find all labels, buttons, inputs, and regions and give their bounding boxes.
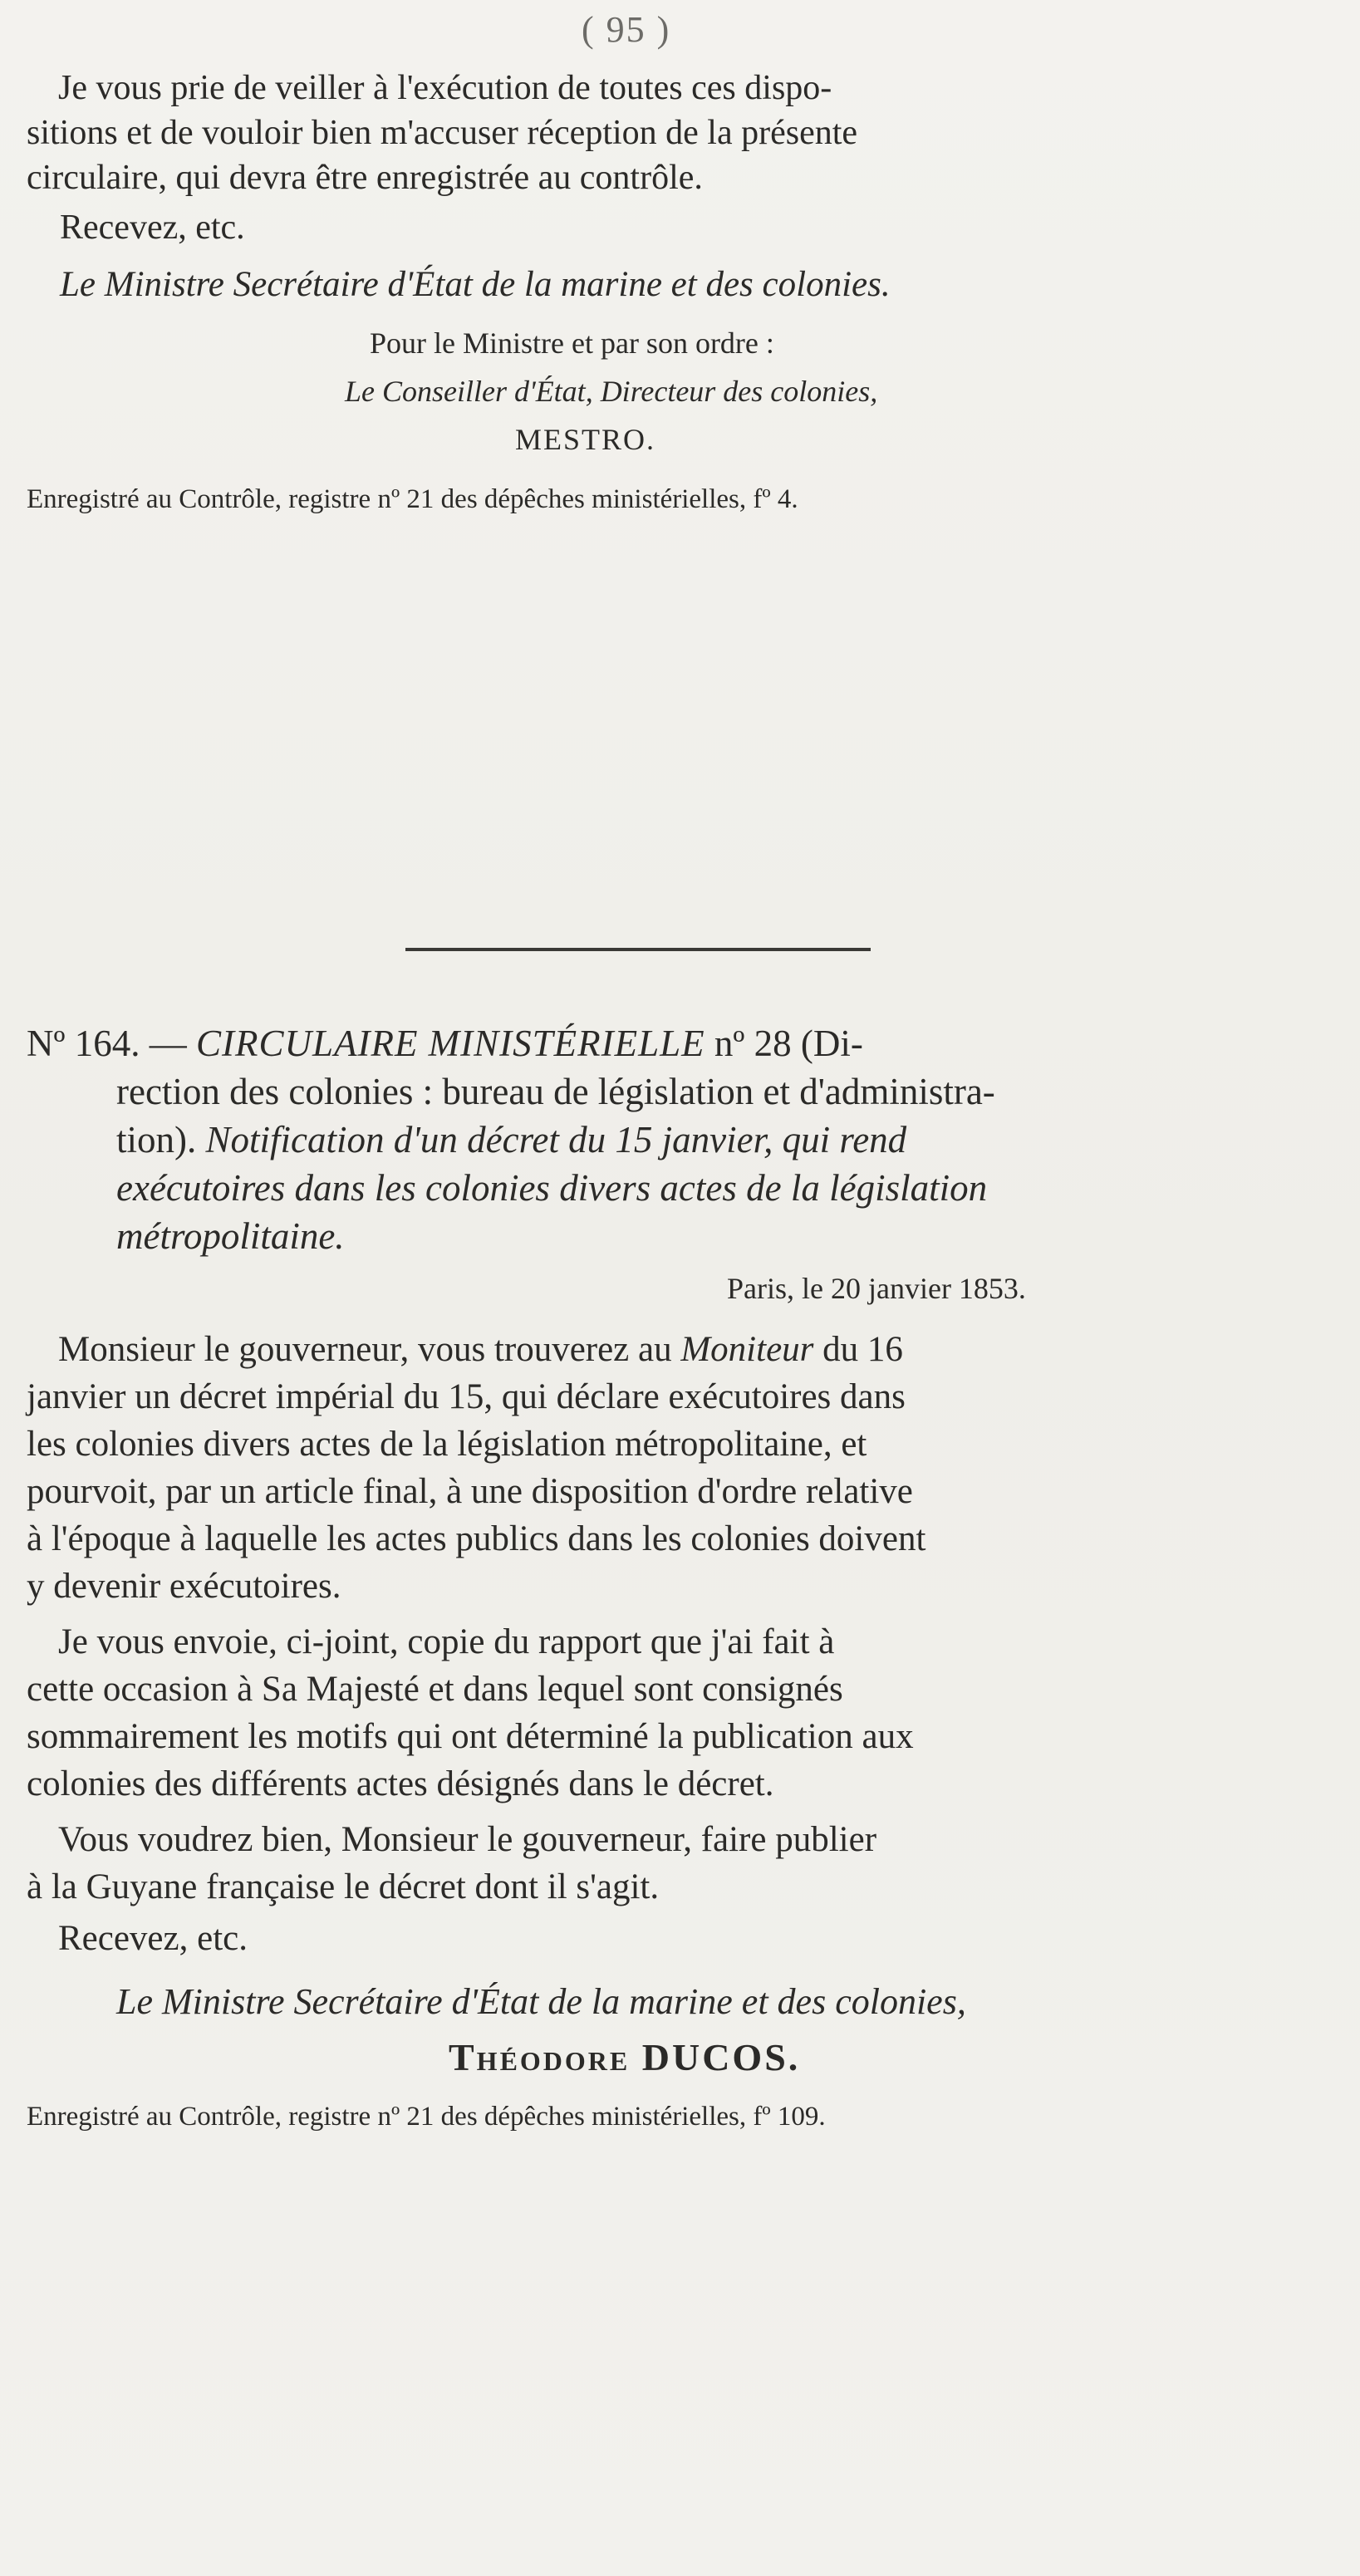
text-line: y devenir exécutoires. bbox=[27, 1567, 341, 1606]
text-line: pourvoit, par un article final, à une disposition d'ordre relative bbox=[27, 1472, 913, 1511]
by-order-line: Pour le Ministre et par son ordre : bbox=[370, 326, 774, 360]
circular-title: CIRCULAIRE MINISTÉRIELLE bbox=[195, 1023, 705, 1064]
text-line: janvier un décret impérial du 15, qui déclare exécutoires dans bbox=[27, 1377, 906, 1416]
counselor-line: Le Conseiller d'État, Directeur des colonies, bbox=[345, 375, 878, 408]
circular-heading-line-1 bbox=[27, 1022, 863, 1065]
text-line: les colonies divers actes de la législation métropolitaine, et bbox=[27, 1425, 867, 1464]
circular-number: Nº 164. — bbox=[27, 1023, 187, 1064]
circular-heading-line-3 bbox=[116, 1118, 906, 1161]
text-line: sitions et de vouloir bien m'accuser réception de la présente bbox=[27, 114, 858, 152]
text-span: tion). bbox=[116, 1119, 197, 1160]
text-line: à l'époque à laquelle les actes publics dans les colonies doivent bbox=[27, 1519, 926, 1558]
text-line: colonies des différents actes désignés dans le décret. bbox=[27, 1764, 774, 1803]
signer-name: Théodore DUCOS. bbox=[449, 2036, 801, 2078]
text-line: Vous voudrez bien, Monsieur le gouverneur, faire publier bbox=[58, 1820, 877, 1859]
circular-date: Paris, le 20 janvier 1853. bbox=[727, 1272, 1026, 1305]
registration-note: Enregistré au Contrôle, registre nº 21 des dépêches ministérielles, fº 109. bbox=[27, 2102, 826, 2132]
signature-title: Le Ministre Secrétaire d'État de la marine et des colonies. bbox=[60, 265, 891, 304]
text-line: cette occasion à Sa Majesté et dans lequel sont consignés bbox=[27, 1670, 843, 1709]
circular-number-suffix: nº 28 (Di- bbox=[705, 1023, 863, 1064]
closing-formula: Recevez, etc. bbox=[60, 209, 245, 247]
section-divider bbox=[405, 948, 871, 951]
text-line: exécutoires dans les colonies divers actes de la législation bbox=[116, 1167, 988, 1209]
text-span: Notification d'un décret du 15 janvier, qui rend bbox=[205, 1119, 907, 1160]
counselor-name: MESTRO. bbox=[515, 423, 656, 456]
text-span: du 16 bbox=[813, 1330, 903, 1369]
text-line: Je vous envoie, ci-joint, copie du rapport que j'ai fait à bbox=[58, 1622, 835, 1661]
text-line: Je vous prie de veiller à l'exécution de toutes ces dispo- bbox=[58, 69, 832, 107]
page-number: ( 95 ) bbox=[582, 9, 671, 50]
text-line: circulaire, qui devra être enregistrée au contrôle. bbox=[27, 159, 703, 197]
text-line: métropolitaine. bbox=[116, 1215, 345, 1257]
text-span: Monsieur le gouverneur, vous trouverez au bbox=[58, 1330, 681, 1369]
text-line: sommairement les motifs qui ont déterminé la publication aux bbox=[27, 1717, 914, 1756]
closing-formula: Recevez, etc. bbox=[58, 1919, 248, 1958]
paragraph-1-line-1 bbox=[58, 1329, 903, 1370]
registration-note: Enregistré au Contrôle, registre nº 21 des dépêches ministérielles, fº 4. bbox=[27, 484, 798, 514]
signature-title: Le Ministre Secrétaire d'État de la marine et des colonies, bbox=[116, 1981, 966, 2022]
text-span: Moniteur bbox=[680, 1330, 814, 1369]
text-line: rection des colonies : bureau de législation et d'administra- bbox=[116, 1071, 995, 1112]
text-line: à la Guyane française le décret dont il s'agit. bbox=[27, 1867, 660, 1906]
